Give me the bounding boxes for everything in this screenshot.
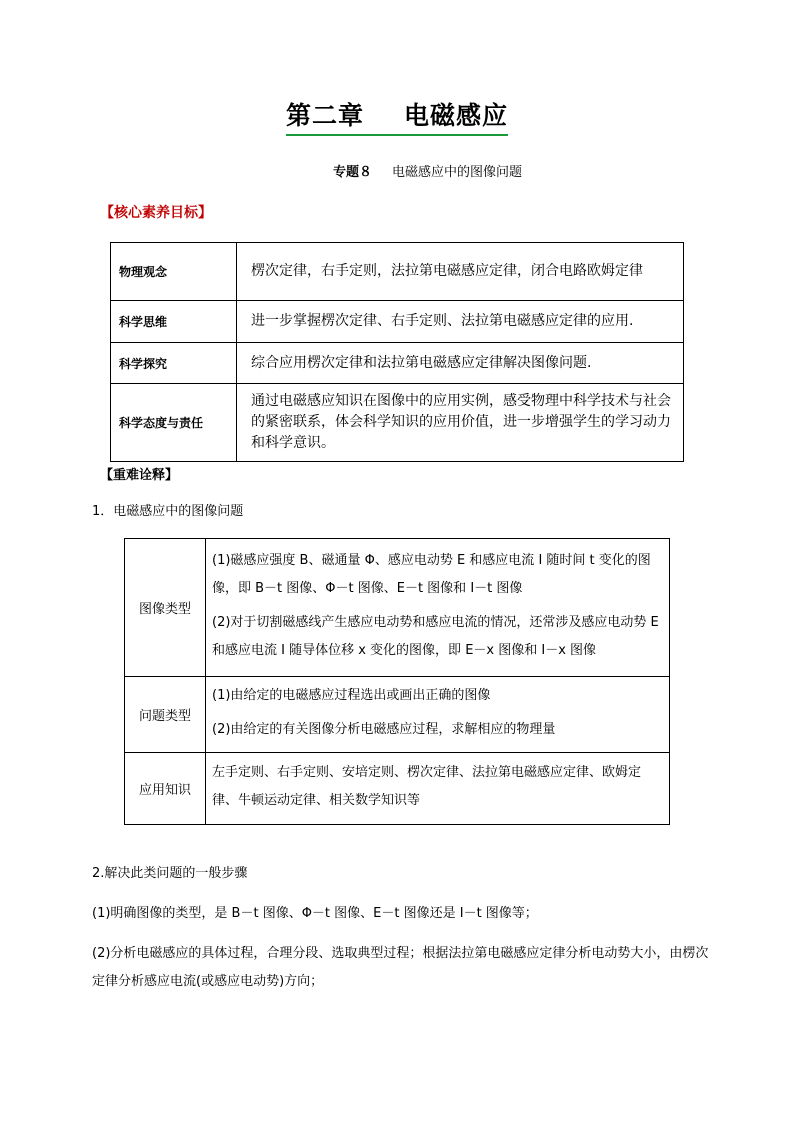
row-key: 图像类型 (125, 539, 206, 677)
table-row (125, 677, 670, 753)
row-key: 应用知识 (125, 753, 206, 825)
chapter-name: 电磁感应 (404, 101, 509, 130)
row-paragraph: (1)磁感应强度 B、磁通量 Φ、感应电动势 E 和感应电流 I 随时间 t 变化的图像，即 B－t 图像、Φ－t 图像、E－t 图像和 I－t 图像 (212, 552, 651, 596)
row-paragraph: (2)由给定的有关图像分析电磁感应过程，求解相应的物理量 (212, 721, 556, 737)
topic-text: 电磁感应中的图像问题 (392, 165, 523, 180)
goal-key: 科学态度与责任 (111, 384, 237, 462)
core-goals-heading: 【核心素养目标】 (100, 205, 212, 221)
core-goals-table (110, 242, 684, 462)
table-row (111, 384, 684, 462)
row-value (206, 677, 670, 753)
row-key: 问题类型 (125, 677, 206, 753)
topic-subtitle (333, 161, 522, 180)
table-row (111, 301, 684, 343)
goal-key: 科学思维 (111, 301, 237, 343)
goal-key: 物理观念 (111, 243, 237, 301)
goal-value: 楞次定律，右手定则，法拉第电磁感应定律，闭合电路欧姆定律 (237, 243, 684, 301)
step-1: (1)明确图像的类型，是 B－t 图像、Φ－t 图像、E－t 图像还是 I－t 图像等； (92, 906, 538, 921)
chapter-title-underlined (286, 96, 508, 132)
row-paragraph: 左手定则、右手定则、安培定则、楞次定律、法拉第电磁感应定律、欧姆定律、牛顿运动定律、相关数学知识等 (212, 764, 642, 808)
row-paragraph: (2)对于切割磁感线产生感应电动势和感应电流的情况，还常涉及感应电动势 E 和感应电流 I 随导体位移 x 变化的图像，即 E－x 图像和 I－x 图像 (212, 614, 659, 658)
chapter-title (0, 96, 794, 132)
goal-key: 科学探究 (111, 343, 237, 384)
table-row (125, 539, 670, 677)
item-1-heading: 1．电磁感应中的图像问题 (92, 504, 244, 519)
table-row (111, 243, 684, 301)
row-paragraph: (1)由给定的电磁感应过程选出或画出正确的图像 (212, 687, 491, 703)
row-value (206, 753, 670, 825)
step-2: (2)分析电磁感应的具体过程，合理分段、选取典型过程；根据法拉第电磁感应定律分析电动势大小，由楞次定律分析感应电流(或感应电动势)方向； (92, 946, 709, 989)
row-value (206, 539, 670, 677)
goal-value: 通过电磁感应知识在图像中的应用实例，感受物理中科学技术与社会的紧密联系，体会科学知识的应用价值，进一步增强学生的学习动力和科学意识。 (237, 384, 684, 462)
image-problem-table (124, 538, 670, 825)
goal-value: 综合应用楞次定律和法拉第电磁感应定律解决图像问题. (237, 343, 684, 384)
chapter-number: 第二章 (285, 101, 364, 130)
table-row (111, 343, 684, 384)
key-points-heading: 【重难诠释】 (100, 468, 179, 483)
table-row (125, 753, 670, 825)
topic-number: 专题８ (333, 165, 373, 180)
goal-value: 进一步掌握楞次定律、右手定则、法拉第电磁感应定律的应用. (237, 301, 684, 343)
steps-heading: 2.解决此类问题的一般步骤 (92, 866, 248, 881)
title-underline (286, 134, 508, 136)
